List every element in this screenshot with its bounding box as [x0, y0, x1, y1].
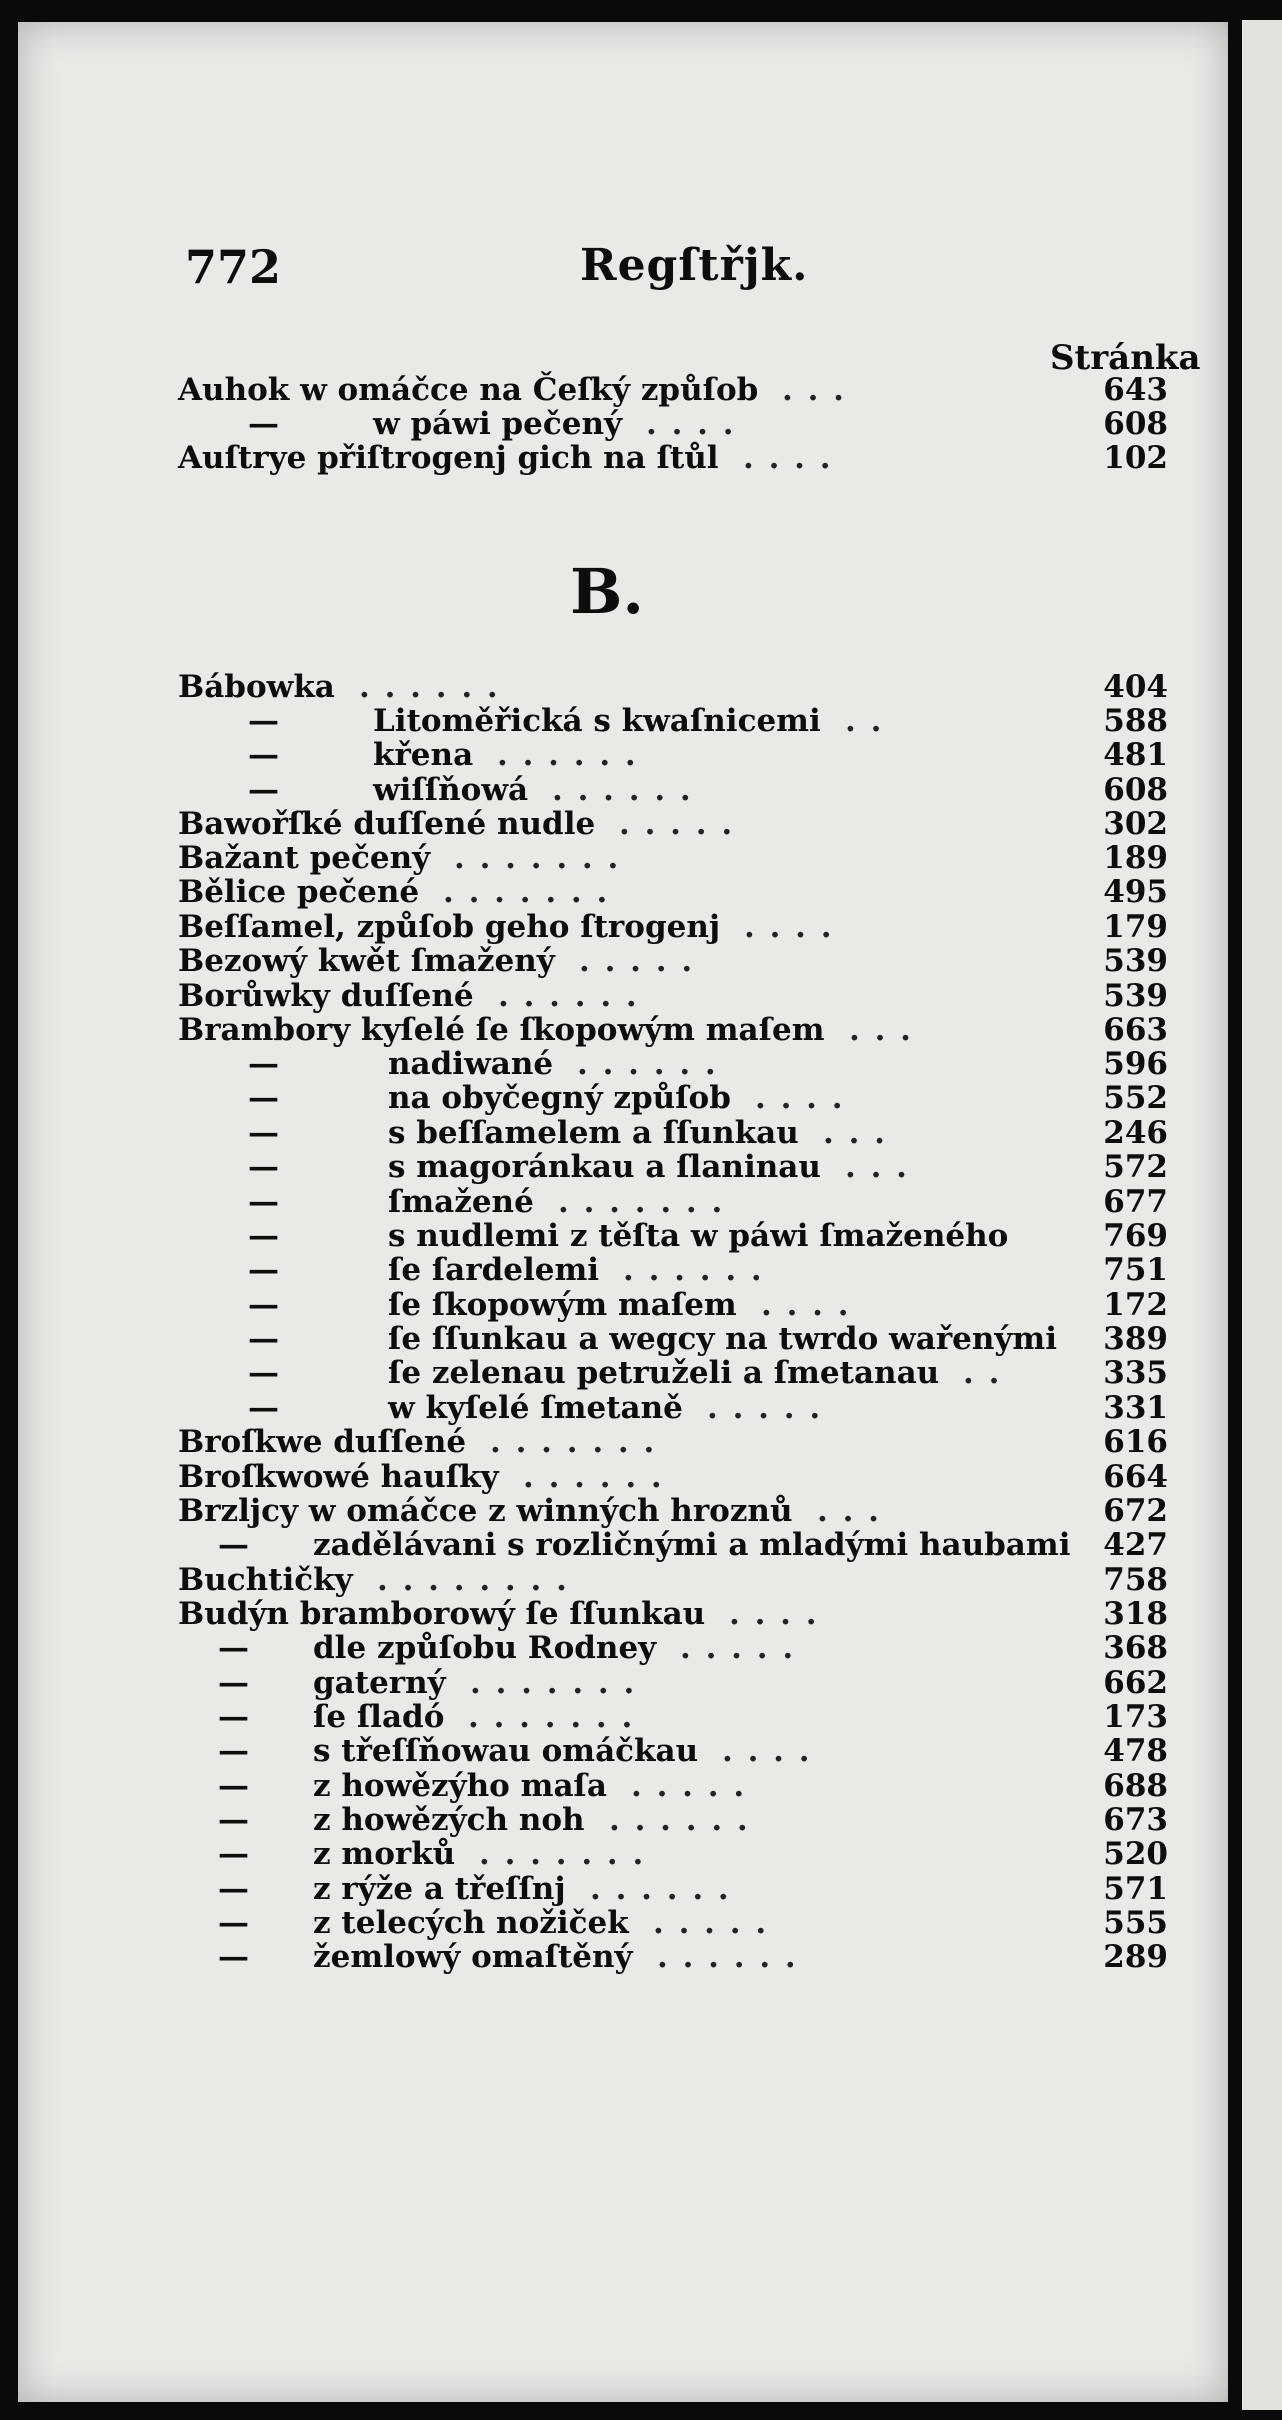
- leader-dots: . . . . . . .: [468, 1699, 635, 1735]
- page-ref: 539: [1103, 978, 1168, 1014]
- entry-label: Auſtrye přiſtrogenj gich na ſtůl: [178, 440, 719, 476]
- page-ref: 643: [1103, 372, 1168, 408]
- repeat-dash: —: [218, 1802, 249, 1838]
- entry-label: Bažant pečený: [178, 840, 431, 876]
- repeat-dash: —: [248, 772, 279, 808]
- page-ref: 552: [1103, 1080, 1168, 1116]
- page-ref: 331: [1103, 1390, 1168, 1426]
- section-letter: B.: [570, 555, 644, 628]
- page-ref: 495: [1103, 874, 1168, 910]
- leader-dots: . . . .: [729, 1596, 819, 1632]
- entry-label: Beſſamel, způſob geho ſtrogenj: [178, 909, 721, 945]
- page-ref: 179: [1103, 909, 1168, 945]
- page-ref: 539: [1103, 943, 1168, 979]
- entry-label: gaterný: [313, 1665, 446, 1701]
- entry-label: na obyčegný způſob: [388, 1080, 731, 1116]
- leader-dots: . . . .: [646, 406, 736, 442]
- leader-dots: . . . . .: [631, 1768, 747, 1804]
- repeat-dash: —: [218, 1939, 249, 1975]
- entry-label: Bábowka: [178, 669, 335, 705]
- leader-dots: . .: [963, 1355, 1002, 1391]
- repeat-dash: —: [248, 1390, 279, 1426]
- entry-label: w kyſelé ſmetaně: [388, 1390, 683, 1426]
- page-ref: 672: [1103, 1493, 1168, 1529]
- page-ref: 608: [1103, 772, 1168, 808]
- page-title: Regſtřjk.: [580, 240, 809, 291]
- repeat-dash: —: [218, 1871, 249, 1907]
- repeat-dash: —: [248, 406, 279, 442]
- leader-dots: . . .: [823, 1115, 887, 1151]
- page-ref: 335: [1103, 1355, 1168, 1391]
- leader-dots: . . . . . .: [498, 978, 639, 1014]
- page-ref: 588: [1103, 703, 1168, 739]
- leader-dots: . . . .: [761, 1287, 851, 1323]
- repeat-dash: —: [248, 1149, 279, 1185]
- repeat-dash: —: [248, 1080, 279, 1116]
- entry-label: Broſkwe duſſené: [178, 1424, 467, 1460]
- page-ref: 663: [1103, 1012, 1168, 1048]
- entry-label: z howězých noh: [313, 1802, 585, 1838]
- entry-label: Bělice pečené: [178, 874, 420, 910]
- page-ref: 102: [1103, 440, 1168, 476]
- leader-dots: . .: [845, 703, 884, 739]
- leader-dots: . . . .: [755, 1080, 845, 1116]
- page-ref: 616: [1103, 1424, 1168, 1460]
- entry-label: s třeſſňowau omáčkau: [313, 1733, 699, 1769]
- leader-dots: . . . . .: [707, 1390, 823, 1426]
- leader-dots: . . . . . .: [359, 669, 500, 705]
- entry-label: Borůwky duſſené: [178, 978, 474, 1014]
- leader-dots: . . . . . . . .: [377, 1562, 569, 1598]
- page-ref: 173: [1103, 1699, 1168, 1735]
- repeat-dash: —: [248, 1252, 279, 1288]
- page-ref: 189: [1103, 840, 1168, 876]
- next-page-edge: [1242, 20, 1282, 2410]
- repeat-dash: —: [218, 1699, 249, 1735]
- page-ref: 172: [1103, 1287, 1168, 1323]
- running-head: [185, 240, 1165, 300]
- entry-label: ſe ſkopowým maſem: [388, 1287, 737, 1323]
- leader-dots: . . . .: [722, 1733, 812, 1769]
- repeat-dash: —: [248, 1218, 279, 1254]
- entry-label: w páwi pečený: [373, 406, 623, 442]
- entry-label: wiſſňowá: [373, 772, 529, 808]
- repeat-dash: —: [218, 1836, 249, 1872]
- leader-dots: . . . . . .: [523, 1459, 664, 1495]
- entry-label: s magoránkau a ſlaninau: [388, 1149, 821, 1185]
- leader-dots: . . . . . .: [623, 1252, 764, 1288]
- leader-dots: . . . . . .: [497, 737, 638, 773]
- entry-label: Bawořſké duſſené nudle: [178, 806, 596, 842]
- index-entry: [178, 436, 1168, 480]
- repeat-dash: —: [248, 737, 279, 773]
- page-ref: 246: [1103, 1115, 1168, 1151]
- page-ref: 389: [1103, 1321, 1168, 1357]
- repeat-dash: —: [218, 1768, 249, 1804]
- entry-label: Bezowý kwět ſmažený: [178, 943, 555, 979]
- repeat-dash: —: [218, 1630, 249, 1666]
- leader-dots: . . . . .: [680, 1630, 796, 1666]
- page-ref: 302: [1103, 806, 1168, 842]
- entry-label: s nudlemi z těſta w páwi ſmaženého: [388, 1218, 1009, 1254]
- leader-dots: . . .: [782, 372, 846, 408]
- column-label: Stránka: [1050, 338, 1201, 378]
- leader-dots: . . . . .: [619, 806, 735, 842]
- index-entry: [178, 1935, 1168, 1979]
- entry-label: Brzljcy w omáčce z winných hroznů: [178, 1493, 793, 1529]
- entry-label: Litoměřická s kwaſnicemi: [373, 703, 821, 739]
- entry-label: ſe ſſunkau a wegcy na twrdo wařenými: [388, 1321, 1057, 1357]
- page-ref: 427: [1103, 1527, 1168, 1563]
- repeat-dash: —: [218, 1905, 249, 1941]
- leader-dots: . . . . . .: [609, 1802, 750, 1838]
- leader-dots: . . . . . . .: [479, 1836, 646, 1872]
- repeat-dash: —: [248, 1321, 279, 1357]
- entry-label: Brambory kyſelé ſe ſkopowým maſem: [178, 1012, 825, 1048]
- entry-label: křena: [373, 737, 474, 773]
- page-ref: 673: [1103, 1802, 1168, 1838]
- entry-label: z howězýho maſa: [313, 1768, 607, 1804]
- repeat-dash: —: [248, 1355, 279, 1391]
- page-ref: 404: [1103, 669, 1168, 705]
- leader-dots: . . . . . .: [590, 1871, 731, 1907]
- leader-dots: . . . .: [744, 909, 834, 945]
- entry-label: z morků: [313, 1836, 456, 1872]
- page-ref: 608: [1103, 406, 1168, 442]
- entry-label: Auhok w omáčce na Čeſký způſob: [178, 372, 759, 408]
- entry-label: Buchtičky: [178, 1562, 353, 1598]
- page-ref: 555: [1103, 1905, 1168, 1941]
- page-ref: 677: [1103, 1184, 1168, 1220]
- page-ref: 688: [1103, 1768, 1168, 1804]
- page-number: 772: [185, 240, 282, 294]
- page-ref: 596: [1103, 1046, 1168, 1082]
- repeat-dash: —: [218, 1665, 249, 1701]
- repeat-dash: —: [248, 703, 279, 739]
- page-ref: 664: [1103, 1459, 1168, 1495]
- page-ref: 662: [1103, 1665, 1168, 1701]
- leader-dots: . . . .: [743, 440, 833, 476]
- leader-dots: . . . . . . .: [470, 1665, 637, 1701]
- entry-label: zadělávani s rozličnými a mladými haubami: [313, 1527, 1071, 1563]
- page-ref: 368: [1103, 1630, 1168, 1666]
- entry-label: žemlowý omaſtěný: [313, 1939, 633, 1975]
- leader-dots: . . . . .: [579, 943, 695, 979]
- entry-label: ſe ſladó: [313, 1699, 445, 1735]
- leader-dots: . . . . . . .: [443, 874, 610, 910]
- repeat-dash: —: [248, 1287, 279, 1323]
- repeat-dash: —: [248, 1115, 279, 1151]
- page-ref: 572: [1103, 1149, 1168, 1185]
- page-ref: 751: [1103, 1252, 1168, 1288]
- leader-dots: . . . . . .: [577, 1046, 718, 1082]
- entry-label: dle způſobu Rodney: [313, 1630, 657, 1666]
- repeat-dash: —: [248, 1046, 279, 1082]
- entry-label: Budýn bramborowý ſe ſſunkau: [178, 1596, 706, 1632]
- entry-label: Broſkwowé hauſky: [178, 1459, 499, 1495]
- entry-label: z rýže a třeſſnj: [313, 1871, 566, 1907]
- leader-dots: . . . . . .: [657, 1939, 798, 1975]
- entry-label: s beſſamelem a ſſunkau: [388, 1115, 799, 1151]
- leader-dots: . . . . . . .: [490, 1424, 657, 1460]
- entry-label: nadiwané: [388, 1046, 554, 1082]
- leader-dots: . . . . .: [653, 1905, 769, 1941]
- entry-label: ſmažené: [388, 1184, 534, 1220]
- page-ref: 520: [1103, 1836, 1168, 1872]
- leader-dots: . . . . . .: [552, 772, 693, 808]
- entry-label: z telecých nožiček: [313, 1905, 629, 1941]
- entry-label: ſe ſardelemi: [388, 1252, 600, 1288]
- page-ref: 289: [1103, 1939, 1168, 1975]
- repeat-dash: —: [218, 1527, 249, 1563]
- page-ref: 571: [1103, 1871, 1168, 1907]
- page-ref: 478: [1103, 1733, 1168, 1769]
- page-ref: 481: [1103, 737, 1168, 773]
- repeat-dash: —: [218, 1733, 249, 1769]
- page-ref: 758: [1103, 1562, 1168, 1598]
- leader-dots: . . . . . . .: [454, 840, 621, 876]
- leader-dots: . . .: [849, 1012, 913, 1048]
- leader-dots: . . . . . . .: [558, 1184, 725, 1220]
- leader-dots: . . .: [845, 1149, 909, 1185]
- page-ref: 318: [1103, 1596, 1168, 1632]
- entry-label: ſe zelenau petruželi a ſmetanau: [388, 1355, 940, 1391]
- repeat-dash: —: [248, 1184, 279, 1220]
- leader-dots: . . .: [817, 1493, 881, 1529]
- page-ref: 769: [1103, 1218, 1168, 1254]
